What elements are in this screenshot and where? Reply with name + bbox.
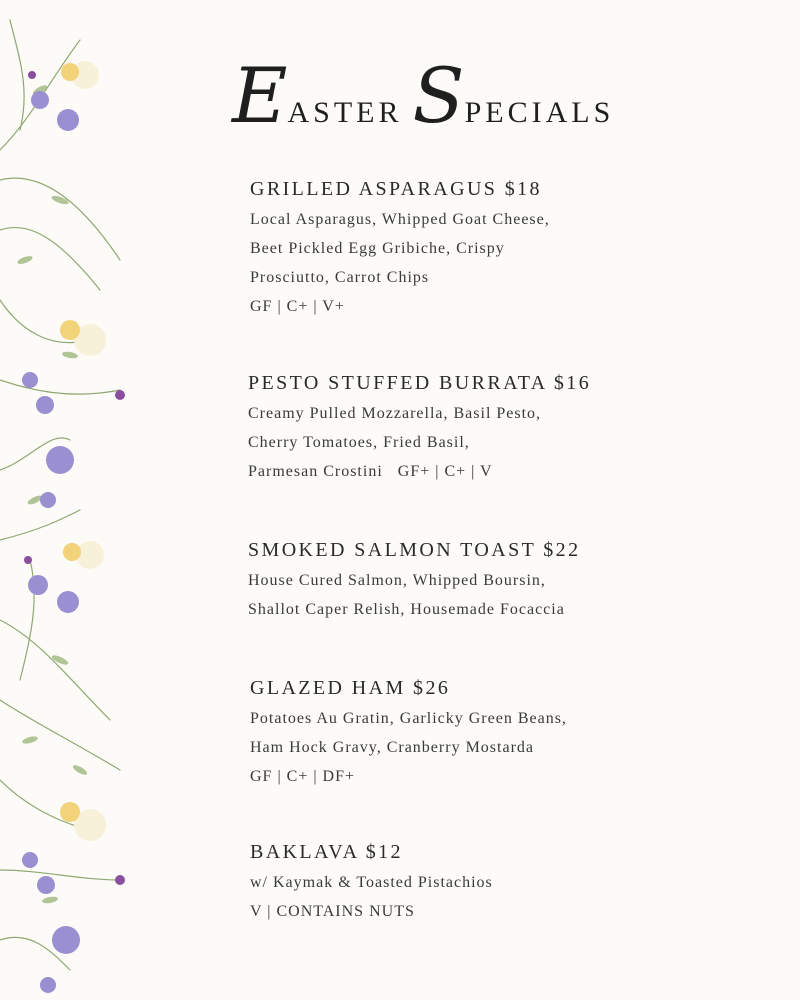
menu-item-name: GRILLED ASPARAGUS $18: [250, 178, 542, 200]
menu-item-desc-line: Cherry Tomatoes, Fried Basil,: [248, 434, 470, 451]
menu-item-smoked-salmon: [248, 538, 580, 624]
menu-item-pesto-burrata: [248, 371, 591, 486]
title-rest-aster: ASTER: [287, 96, 403, 129]
menu-item-name: BAKLAVA $12: [250, 841, 403, 863]
menu-item-desc-line: Creamy Pulled Mozzarella, Basil Pesto,: [248, 405, 542, 422]
menu-item-dietary-tags: GF | C+ | V+: [250, 298, 345, 315]
menu-item-desc-line: Local Asparagus, Whipped Goat Cheese,: [250, 211, 550, 228]
title-rest-pecials: PECIALS: [464, 96, 615, 129]
menu-item-name: PESTO STUFFED BURRATA $16: [248, 372, 592, 394]
menu-item-grilled-asparagus: [250, 177, 550, 321]
wildflower-border-icon: [0, 0, 140, 1000]
menu-item-glazed-ham: [250, 676, 567, 791]
menu-item-desc-line: Prosciutto, Carrot Chips: [250, 269, 430, 286]
menu-item-baklava: [250, 840, 493, 926]
page-title: [232, 51, 652, 140]
title-initial-s: S: [412, 51, 465, 140]
title-initial-e: E: [232, 51, 288, 140]
menu-item-desc-line: Parmesan Crostini GF+ | C+ | V: [248, 463, 493, 480]
menu-item-desc-line: Shallot Caper Relish, Housemade Focaccia: [248, 601, 565, 618]
menu-item-dietary-tags: GF | C+ | DF+: [250, 768, 356, 785]
menu-item-desc-line: Beet Pickled Egg Gribiche, Crispy: [250, 240, 505, 257]
menu-item-desc-line: Ham Hock Gravy, Cranberry Mostarda: [250, 739, 534, 756]
menu-item-dietary-tags: V | CONTAINS NUTS: [250, 903, 415, 920]
menu-item-desc-line: Potatoes Au Gratin, Garlicky Green Beans,: [250, 710, 567, 727]
menu-item-name: GLAZED HAM $26: [250, 677, 451, 699]
menu-item-desc-line: w/ Kaymak & Toasted Pistachios: [250, 874, 493, 891]
menu-item-name: SMOKED SALMON TOAST $22: [248, 539, 581, 561]
menu-item-desc-line: House Cured Salmon, Whipped Boursin,: [248, 572, 546, 589]
